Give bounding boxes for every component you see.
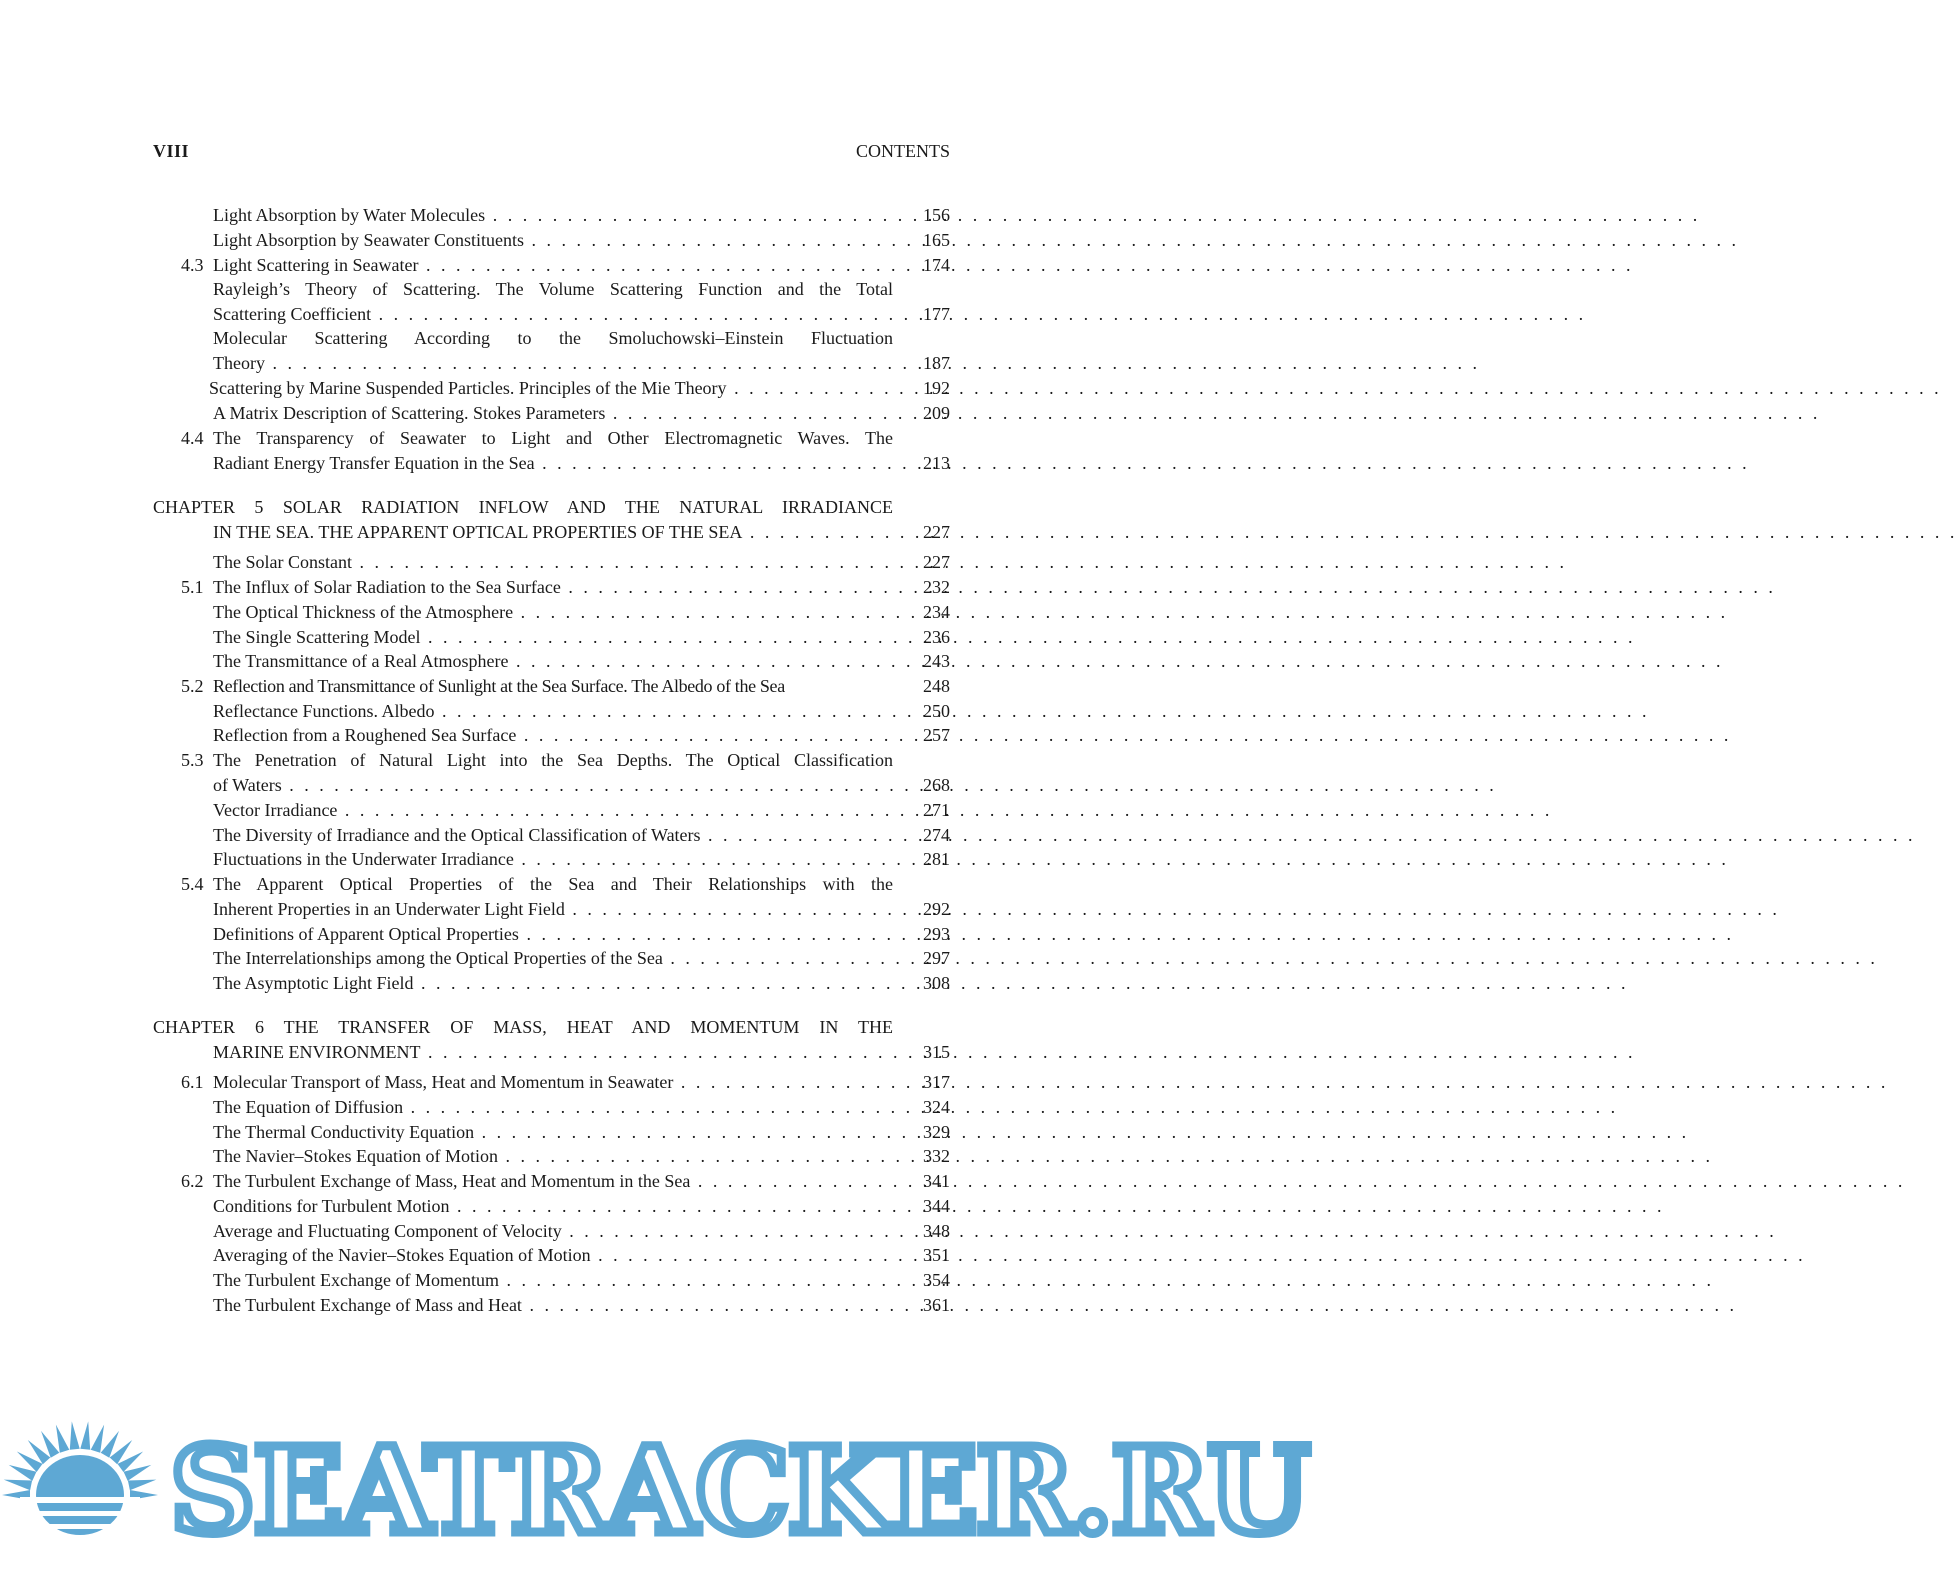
toc-entry xyxy=(153,1169,950,1194)
toc-entry xyxy=(153,228,950,253)
entry-title: The Single Scattering Model . . . xyxy=(213,625,893,650)
toc-entry xyxy=(153,426,950,451)
entry-title: of Waters . . . xyxy=(213,773,893,798)
entry-title: The Transmittance of a Real Atmosphere . . . xyxy=(213,649,893,674)
page-ref: 292 xyxy=(923,899,950,919)
page-ref: 165 xyxy=(923,230,950,250)
entry-title: The Equation of Diffusion . . . xyxy=(213,1095,893,1120)
sun-ray xyxy=(4,1480,32,1491)
section-number: 4.4 xyxy=(181,428,204,448)
entry-title: Conditions for Turbulent Motion . . . xyxy=(213,1194,893,1219)
entry-title: Vector Irradiance . . . xyxy=(213,798,893,823)
page-ref: 354 xyxy=(923,1270,950,1290)
toc-entry xyxy=(153,326,950,351)
page-ref: 271 xyxy=(923,800,950,820)
page-ref: 268 xyxy=(923,775,950,795)
entry-title: Definitions of Apparent Optical Properties . . . xyxy=(213,922,893,947)
entry-title: The Penetration of Natural Light into the Sea Depths. The Optical Classification xyxy=(213,750,893,770)
toc-entry xyxy=(153,946,950,971)
toc-entry xyxy=(153,451,950,476)
toc-entry xyxy=(153,520,950,545)
entry-title: Light Scattering in Seawater . . . xyxy=(213,253,893,278)
entry-title: Light Absorption by Water Molecules . . . xyxy=(213,203,893,228)
page-ref: 232 xyxy=(923,577,950,597)
page-ref: 315 xyxy=(923,1042,950,1062)
toc-entry xyxy=(153,649,950,674)
entry-title: The Interrelationships among the Optical Properties of the Sea . . . xyxy=(213,946,893,971)
entry-title: The Turbulent Exchange of Mass, Heat and Momentum in the Sea . . . xyxy=(213,1169,893,1194)
page-ref: 297 xyxy=(923,948,950,968)
watermark-text: SEATRACKER.RU xyxy=(170,1421,1309,1560)
toc-entry xyxy=(153,575,950,600)
sun-ray xyxy=(56,1425,69,1453)
page-ref: 192 xyxy=(923,378,950,398)
entry-title: CHAPTER 6 THE TRANSFER OF MASS, HEAT AND MOMENTUM IN THE xyxy=(153,1017,893,1037)
entry-title: The Transparency of Seawater to Light and Other Electromagnetic Waves. The xyxy=(213,428,893,448)
toc-entry xyxy=(153,625,950,650)
toc-entry xyxy=(153,773,950,798)
page-ref: 243 xyxy=(923,651,950,671)
toc-entry xyxy=(153,748,950,773)
entry-title: Averaging of the Navier–Stokes Equation of Motion . . . xyxy=(213,1243,893,1268)
toc-entry xyxy=(153,798,950,823)
entry-title: The Asymptotic Light Field . . . xyxy=(213,971,893,996)
toc-entry xyxy=(153,723,950,748)
page-ref: 317 xyxy=(923,1072,950,1092)
entry-title: Rayleigh’s Theory of Scattering. The Volume Scattering Function and the Total xyxy=(213,279,893,299)
toc-entry xyxy=(153,1219,950,1244)
entry-title: Radiant Energy Transfer Equation in the Sea . . . xyxy=(213,451,893,476)
entry-title: Molecular Transport of Mass, Heat and Momentum in Seawater . . . xyxy=(213,1070,893,1095)
toc-entry xyxy=(153,253,950,278)
page-ref: 234 xyxy=(923,602,950,622)
entry-title: Scattering by Marine Suspended Particles. Principles of the Mie Theory . . . xyxy=(209,376,889,401)
toc-entry xyxy=(153,699,950,724)
entry-title: Average and Fluctuating Component of Velocity . . . xyxy=(213,1219,893,1244)
toc-entry xyxy=(153,550,950,575)
page-ref: 156 xyxy=(923,205,950,225)
section-number: 5.4 xyxy=(181,874,204,894)
entry-title: Inherent Properties in an Underwater Light Field . . . xyxy=(213,897,893,922)
entry-title: The Turbulent Exchange of Mass and Heat . . . xyxy=(213,1293,893,1318)
section-number: 5.1 xyxy=(181,577,204,597)
toc-entry xyxy=(153,922,950,947)
entry-title: A Matrix Description of Scattering. Stokes Parameters . . . xyxy=(213,401,893,426)
page-ref: 174 xyxy=(923,255,950,275)
entry-title: The Thermal Conductivity Equation . . . xyxy=(213,1120,893,1145)
toc-entry xyxy=(153,1070,950,1095)
entry-title: Reflection and Transmittance of Sunlight at the Sea Surface. The Albedo of the Sea xyxy=(213,676,785,696)
page-ref: 187 xyxy=(923,353,950,373)
entry-title: The Apparent Optical Properties of the Sea and Their Relationships with the xyxy=(213,874,893,894)
page-ref: 248 xyxy=(923,676,950,696)
toc-entry xyxy=(153,351,950,376)
page-ref: 177 xyxy=(923,304,950,324)
entry-title: Fluctuations in the Underwater Irradiance . . . xyxy=(213,847,893,872)
entry-title: Reflectance Functions. Albedo . . . xyxy=(213,699,893,724)
toc-entry xyxy=(153,1194,950,1219)
entry-title: CHAPTER 5 SOLAR RADIATION INFLOW AND THE NATURAL IRRADIANCE xyxy=(153,497,893,517)
page-ref: 209 xyxy=(923,403,950,423)
sun-logo-icon xyxy=(0,1405,170,1573)
page-ref: 274 xyxy=(923,825,950,845)
toc-entry xyxy=(153,376,950,401)
toc-entry xyxy=(153,1040,950,1065)
page-ref: 324 xyxy=(923,1097,950,1117)
toc-entry xyxy=(153,302,950,327)
sun-ray xyxy=(91,1425,104,1453)
entry-title: The Diversity of Irradiance and the Optical Classification of Waters . . . xyxy=(213,823,893,848)
entry-title: Light Absorption by Seawater Constituents . . . xyxy=(213,228,893,253)
page-ref: 293 xyxy=(923,924,950,944)
page-number: VIII xyxy=(153,141,190,161)
entry-title: Theory . . . xyxy=(213,351,893,376)
toc-entry xyxy=(153,1243,950,1268)
entry-title: Scattering Coefficient . . . xyxy=(213,302,893,327)
toc-entry xyxy=(153,1120,950,1145)
section-number: 4.3 xyxy=(181,255,204,275)
toc-entry xyxy=(153,897,950,922)
entry-title: MARINE ENVIRONMENT . . . xyxy=(213,1040,893,1065)
page-ref: 361 xyxy=(923,1295,950,1315)
toc-entry xyxy=(153,1144,950,1169)
entry-title: The Optical Thickness of the Atmosphere . . . xyxy=(213,600,893,625)
toc-entry xyxy=(153,674,950,699)
entry-title: The Influx of Solar Radiation to the Sea Surface . . . xyxy=(213,575,893,600)
page-ref: 213 xyxy=(923,453,950,473)
toc-entry xyxy=(153,1293,950,1318)
page-ref: 281 xyxy=(923,849,950,869)
entry-title: The Turbulent Exchange of Momentum . . . xyxy=(213,1268,893,1293)
toc-entry xyxy=(153,847,950,872)
section-number: 6.1 xyxy=(181,1072,204,1092)
section-number: 5.3 xyxy=(181,750,204,770)
page-ref: 341 xyxy=(923,1171,950,1191)
entry-title: Reflection from a Roughened Sea Surface . . . xyxy=(213,723,893,748)
page-ref: 344 xyxy=(923,1196,950,1216)
page-ref: 250 xyxy=(923,701,950,721)
page-ref: 257 xyxy=(923,725,950,745)
page-ref: 308 xyxy=(923,973,950,993)
toc-entry xyxy=(153,401,950,426)
toc-entry xyxy=(153,495,950,520)
toc-entry xyxy=(153,203,950,228)
sun-ray xyxy=(70,1421,80,1449)
page-ref: 351 xyxy=(923,1245,950,1265)
watermark xyxy=(0,1405,1309,1573)
running-title: CONTENTS xyxy=(856,141,950,161)
toc-entry xyxy=(153,1268,950,1293)
section-number: 6.2 xyxy=(181,1171,204,1191)
page-ref: 329 xyxy=(923,1122,950,1142)
page-ref: 332 xyxy=(923,1146,950,1166)
toc-entry xyxy=(153,600,950,625)
page-ref: 227 xyxy=(923,552,950,572)
page-ref: 227 xyxy=(923,522,950,542)
page-ref: 348 xyxy=(923,1221,950,1241)
entry-title: The Navier–Stokes Equation of Motion . . . xyxy=(213,1144,893,1169)
page-ref: 236 xyxy=(923,627,950,647)
entry-title: IN THE SEA. THE APPARENT OPTICAL PROPERTIES OF THE SEA . . . xyxy=(213,520,893,545)
entry-title: Molecular Scattering According to the Smoluchowski–Einstein Fluctuation xyxy=(213,328,893,348)
sun-ray xyxy=(80,1421,90,1449)
toc-entry xyxy=(153,1095,950,1120)
entry-title: The Solar Constant . . . xyxy=(213,550,893,575)
toc-entry xyxy=(153,823,950,848)
toc-entry xyxy=(153,872,950,897)
toc-entry xyxy=(153,1015,950,1040)
toc-entry xyxy=(153,971,950,996)
page-header xyxy=(153,141,950,169)
sun-ray xyxy=(128,1480,156,1491)
section-number: 5.2 xyxy=(181,676,204,696)
toc-entry xyxy=(153,277,950,302)
